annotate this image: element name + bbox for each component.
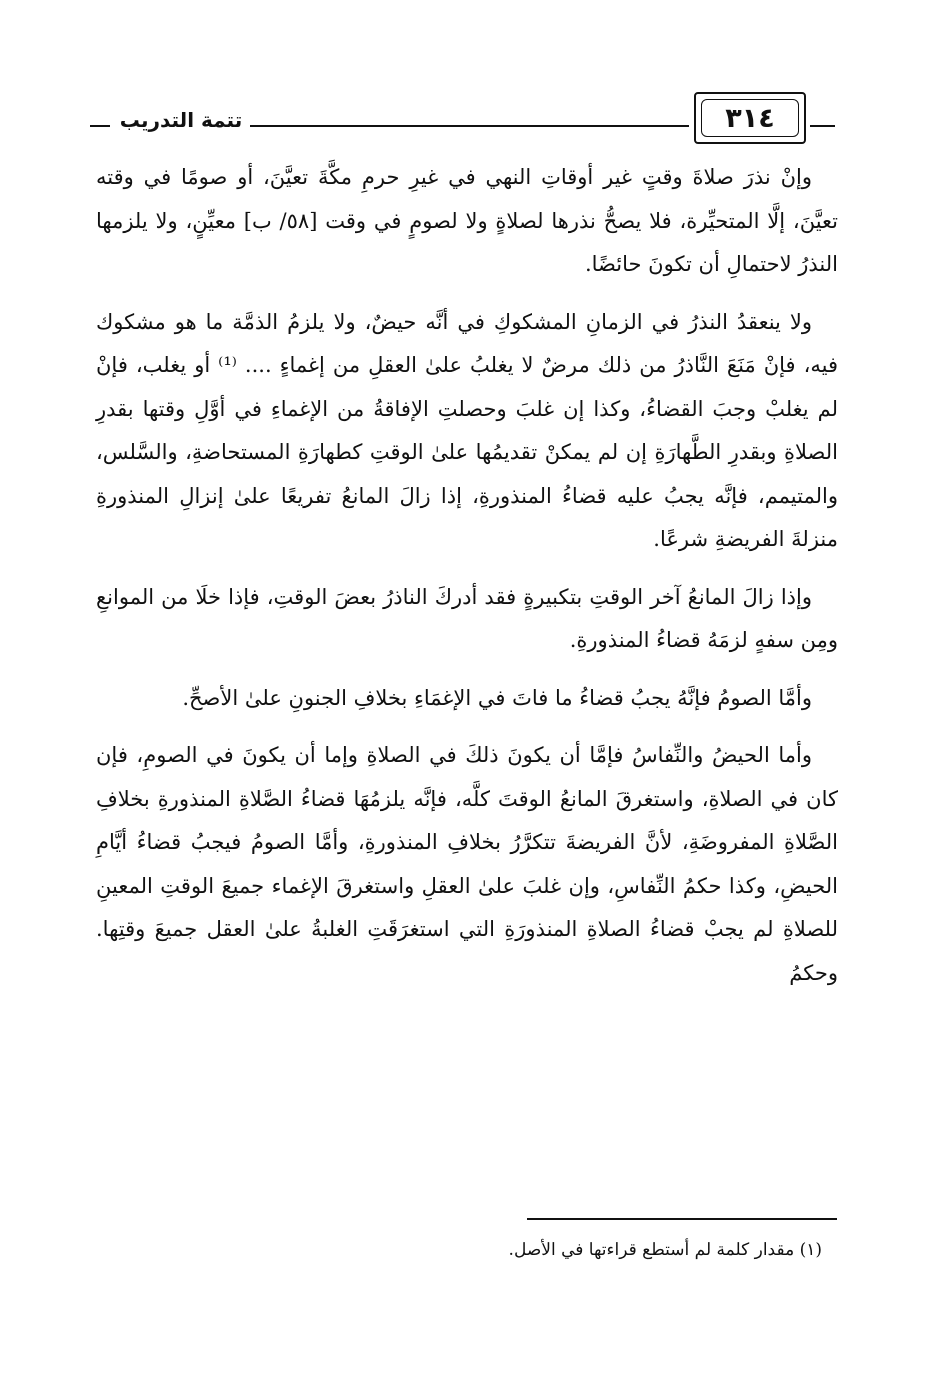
header-rule-left [90,125,110,127]
footnote: (١) مقدار كلمة لم أستطع قراءتها في الأصل. [508,1240,822,1260]
header-rule-right [810,125,835,127]
main-text [96,156,838,1009]
header-rule-middle [250,125,689,127]
paragraph: وأما الحيضُ والنِّفاسُ فإمَّا أن يكونَ ذلكَ في الصلاةِ وإما أن يكونَ في الصومِ، فإن كان في الصلاةِ، واستغرقَ المانعُ الوقتَ كلَّه، فإنَّه يلزمُهَا قضاءُ الصَّلاةِ المنذورةِ بخلافِ الصَّلاةِ المفروضَةِ، لأنَّ الفريضةَ تتكرَّرُ بخلافِ المنذورةِ، وأمَّا الصومُ فيجبُ قضاءُ أيَّامِ الحيضِ، وكذا حكمُ النِّفاسِ، وإن غلبَ علىٰ العقلِ واستغرقَ الإغماء جميعَ الوقتِ المعينِ للصلاةِ لم يجبْ قضاءُ الصلاةِ المنذورَةِ التي استغرَقَتِ الغلبةُ علىٰ العقل جميعَ وقتِها. وحكمُ [96,743,838,985]
page-number-inner-frame [701,99,799,137]
paragraph: وإنْ نذرَ صلاةَ وقتٍ غير أوقاتِ النهي في غيرِ حرمِ مكَّةَ تعيَّنَ، أو صومًا في وقته تعيَّنَ، إلَّا المتحيِّرة، فلا يصحُّ نذرها لصلاةٍ ولا لصومٍ في وقت [٥٨/ ب] معيِّنٍ، ولا يلزمها النذرُ لاحتمالِ أن تكونَ حائضًا. [96,165,839,276]
paragraph: وإذا زالَ المانعُ آخر الوقتِ بتكبيرةٍ فقد أدركَ الناذرُ بعضَ الوقتِ، فإذا خلَا من الموانعِ ومِن سفهٍ لزمَهُ قضاءُ المنذورةِ. [96,584,838,652]
paragraph: وأمَّا الصومُ فإنَّهُ يجبُ قضاءُ ما فاتَ في الإغمَاءِ بخلافِ الجنونِ علىٰ الأصحِّ. [182,685,812,710]
page-number: ٣١٤ [725,102,775,134]
paragraph: ولا ينعقدُ النذرُ في الزمانِ المشكوكِ في أنَّه حيضٌ، ولا يلزمُ الذمَّة ما هو مشكوك فيه، فإنْ مَنَعَ النَّاذرُ من ذلك مرضٌ لا يغلبُ علىٰ العقلِ من إغماءٍ .... ⁽¹⁾ أو يغلب، فإنْ لم يغلبْ وجبَ القضاءُ، وكذا إن غلبَ وحصلتِ الإفاقةُ من الإغماءِ في أوَّلِ وقتها بقدرِ الصلاةِ وبقدرِ الطَّهارَةِ إن لم يمكنْ تقديمُها علىٰ الوقتِ كطهارَةِ المستحاضةِ، والسَّلس، والمتيمم، فإنَّه يجبُ عليه قضاءُ المنذورةِ، إذا زالَ المانعُ تفريعًا علىٰ إنزالِ المنذورةِ منزلةَ الفريضةِ شرعًا. [96,309,838,551]
page-number-frame [694,92,806,144]
running-title: تتمة التدريب [119,108,243,132]
footnote-separator [527,1218,837,1220]
page-header [90,92,835,144]
